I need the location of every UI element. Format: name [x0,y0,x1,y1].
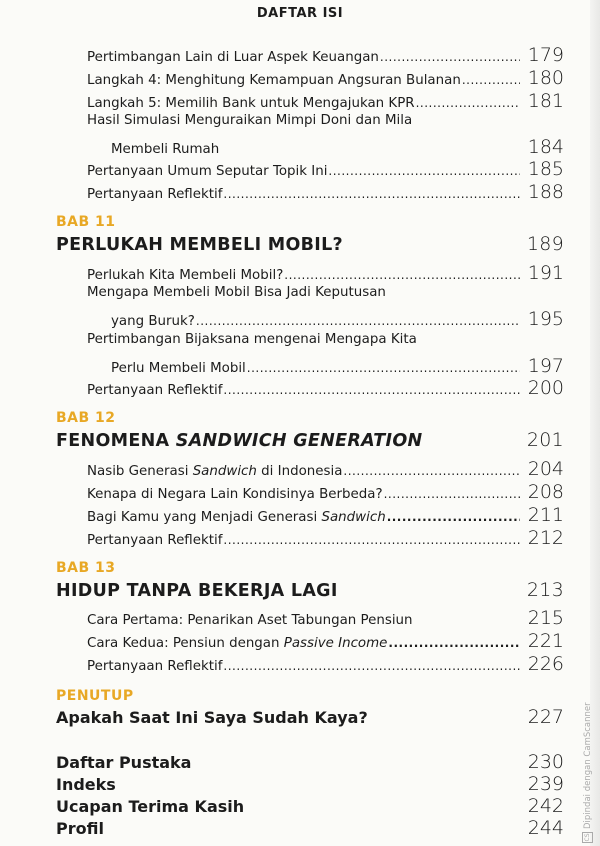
leader-dots [462,73,520,87]
chapter-entry[interactable] [56,579,564,601]
page-number: 244 [527,817,564,839]
chapter-entry[interactable] [56,706,564,728]
chapter-label: BAB 13 [56,560,116,576]
entry-title-cont: yang Buruk? [111,314,195,329]
entry-title-italic: Sandwich [321,510,386,525]
toc-entry[interactable] [87,355,564,377]
entry-title-cont: Perlu Membeli Mobil [111,361,246,376]
page-number: 227 [527,706,564,728]
page-number: 185 [527,158,564,180]
toc-entry[interactable] [87,158,564,180]
entry-title: Indeks [56,775,116,794]
entry-title-cont: Membeli Rumah [111,142,220,157]
chapter-title: HIDUP TANPA BEKERJA LAGI [56,581,338,601]
page-number: 230 [527,751,564,773]
entry-title-part: di Indonesia [256,464,343,479]
toc-entry[interactable] [87,308,564,330]
page-number: 239 [527,773,564,795]
chapter-title-part: FENOMENA [56,431,176,451]
entry-title: Cara Pertama: Penarikan Aset Tabungan Pensiun [87,613,413,628]
chapter-title: PERLUKAH MEMBELI MOBIL? [56,235,344,255]
entry-title-line1: Mengapa Membeli Mobil Bisa Jadi Keputusan [87,285,386,300]
page-number: 197 [527,355,564,377]
page-number: 212 [527,527,564,549]
toc-entry[interactable] [87,262,564,284]
entry-title: Pertanyaan Reflektif [87,659,223,674]
entry-title: Pertanyaan Reflektif [87,533,223,548]
chapter-title [56,431,422,451]
entry-title: Profil [56,819,104,838]
toc-entry[interactable] [87,181,564,203]
leader-dots [416,96,520,110]
entry-title: Pertanyaan Reflektif [87,187,223,202]
toc-entry[interactable] [87,481,564,503]
toc-entry[interactable] [87,136,564,158]
back-matter-entry[interactable] [56,751,564,773]
page-number: 201 [526,429,564,451]
entry-title [87,464,342,479]
entry-title: Pertanyaan Reflektif [87,383,223,398]
entry-title: Pertimbangan Lain di Luar Aspek Keuangan [87,50,379,65]
entry-title-part: Bagi Kamu yang Menjadi Generasi [87,510,322,525]
toc-entry[interactable] [87,504,564,526]
page-number: 211 [527,504,564,526]
page-number: 179 [527,44,564,66]
page-number: 208 [527,481,564,503]
leader-dots [223,187,520,201]
entry-title-line1: Hasil Simulasi Menguraikan Mimpi Doni dan Mila [87,113,413,128]
camscanner-icon: CS [584,833,591,842]
entry-title: Langkah 4: Menghitung Kemampuan Angsuran Bulanan [87,73,461,88]
toc-entry[interactable] [87,653,564,675]
leader-dots [196,314,520,328]
toc-entry[interactable] [87,377,564,399]
chapter-entry[interactable] [56,233,564,255]
watermark-text: Dipindai dengan CamScanner [583,702,593,829]
page-number: 189 [526,233,564,255]
toc-entry[interactable] [87,44,564,66]
back-matter-entry[interactable] [56,773,564,795]
chapter-entry[interactable] [56,429,564,451]
entry-title: Daftar Pustaka [56,753,192,772]
chapter-label: BAB 11 [56,214,116,230]
page-number: 181 [527,90,564,112]
page-number: 242 [527,795,564,817]
leader-dots [284,268,520,282]
leader-dots [223,659,520,673]
page-number: 184 [527,136,564,158]
toc-entry[interactable] [87,630,564,652]
chapter-title: Apakah Saat Ini Saya Sudah Kaya? [56,708,368,727]
toc-entry[interactable] [87,67,564,89]
toc-entry[interactable] [87,458,564,480]
page-number: 200 [527,377,564,399]
chapter-label: BAB 12 [56,410,116,426]
entry-title: Langkah 5: Memilih Bank untuk Mengajukan KPR [87,96,415,111]
leader-dots [387,510,520,524]
toc-entry[interactable] [87,607,564,629]
toc-entry[interactable] [87,90,564,112]
leader-dots [223,533,520,547]
leader-dots [247,361,520,375]
entry-title-part: Cara Kedua: Pensiun dengan [87,636,284,651]
back-matter-entry[interactable] [56,817,564,839]
page-number: 213 [526,579,564,601]
entry-title-italic: Sandwich [192,464,257,479]
leader-dots [380,50,520,64]
page-number: 215 [527,607,564,629]
entry-title-line1: Pertimbangan Bijaksana mengenai Mengapa Kita [87,332,417,347]
back-matter-entry[interactable] [56,795,564,817]
chapter-title-italic: SANDWICH GENERATION [175,431,423,451]
entry-title [87,510,386,525]
page-number: 204 [527,458,564,480]
toc-entry[interactable] [87,527,564,549]
page-number: 221 [527,630,564,652]
leader-dots [343,464,520,478]
page-number: 188 [527,181,564,203]
entry-title: Perlukah Kita Membeli Mobil? [87,268,284,283]
leader-dots [384,487,520,501]
page-number: 195 [527,308,564,330]
scanner-watermark [582,702,593,843]
entry-title: Pertanyaan Umum Seputar Topik Ini [87,164,328,179]
entry-title-part: Nasib Generasi [87,464,193,479]
page-header: DAFTAR ISI [256,6,344,21]
entry-title [87,636,387,651]
chapter-label: PENUTUP [56,688,134,704]
page-number: 191 [527,262,564,284]
leader-dots [388,636,520,650]
leader-dots [328,164,520,178]
entry-title-italic: Passive Income [283,636,388,651]
leader-dots [223,383,520,397]
entry-title: Ucapan Terima Kasih [56,797,245,816]
page-number: 226 [527,653,564,675]
page-number: 180 [527,67,564,89]
entry-title: Kenapa di Negara Lain Kondisinya Berbeda? [87,487,383,502]
